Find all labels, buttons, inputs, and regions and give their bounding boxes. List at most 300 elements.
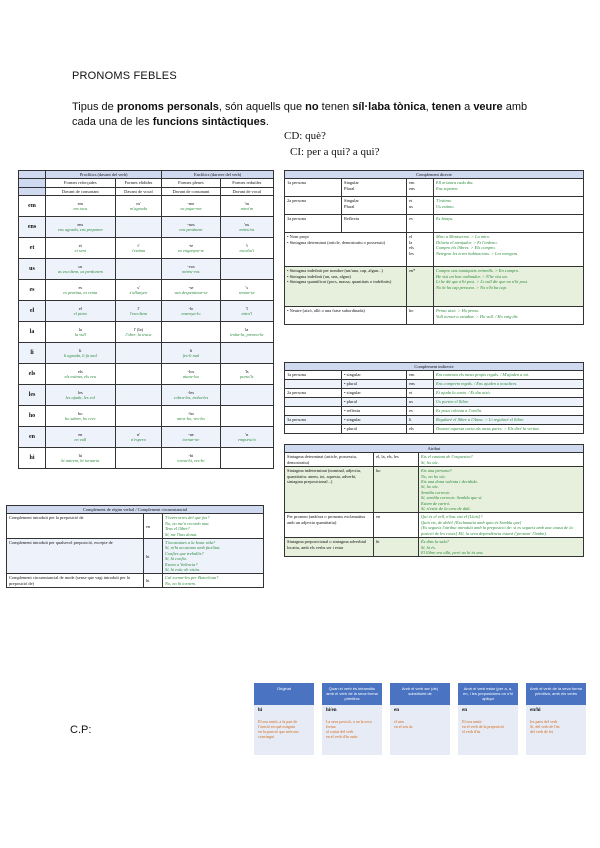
cell-form: 'n <box>245 431 249 437</box>
ci-number: • singular <box>342 371 407 380</box>
cd-example <box>434 197 584 215</box>
atribut-example <box>419 453 584 467</box>
table-cell <box>162 322 220 343</box>
cell-form: li <box>79 347 82 353</box>
table-cell <box>46 217 116 238</box>
cell-form: 's <box>245 284 249 290</box>
table-cell <box>46 364 116 385</box>
cell-form: m' <box>136 200 141 206</box>
cell-form: 'ls <box>244 368 249 374</box>
cell-form: n' <box>136 431 140 437</box>
cell-example: va enganyar-te <box>177 248 205 254</box>
cp-box <box>322 683 382 755</box>
table-row <box>285 267 584 307</box>
pronoun-key: es <box>19 280 46 301</box>
table-cell <box>115 427 162 448</box>
atribut-pronoun: el, la, els, les <box>374 453 419 467</box>
table-cell <box>162 427 220 448</box>
table-cell <box>220 301 273 322</box>
cp-box-body <box>390 705 450 755</box>
cd-example-item: Ell m'ataca cada dia. <box>436 180 474 186</box>
sub-header: Formes elidides <box>115 179 162 187</box>
cp-box-key: en <box>394 708 399 713</box>
table-row <box>19 406 274 427</box>
table-cell <box>220 364 273 385</box>
ci-pronoun: ens <box>407 380 434 389</box>
cp-box-header: Originat <box>254 683 314 705</box>
cell-form: en <box>78 431 83 437</box>
table-cell <box>46 427 116 448</box>
cp-box-line: el nen <box>394 719 404 724</box>
cell-example: l'obre, la truca <box>125 332 152 338</box>
cell-example: ensenya-lo <box>181 311 201 317</box>
cp-box-body <box>322 705 382 755</box>
regim-example-item: Sí, me l'has donat. <box>165 531 198 537</box>
intro-text: , <box>425 101 432 113</box>
cp-box-key: hi/en <box>326 708 337 713</box>
cell-form: el <box>78 305 82 311</box>
intro-bold: no <box>305 101 319 113</box>
empty-header <box>19 187 46 195</box>
atribut-example-item: Sí, n'estic de la cera de dalt. <box>421 506 471 512</box>
table-row <box>285 215 584 233</box>
cp-box <box>458 683 518 755</box>
table-row <box>19 322 274 343</box>
table-cell <box>162 406 220 427</box>
table-row <box>285 453 584 467</box>
table-cell <box>115 280 162 301</box>
cell-example: mireu-vos <box>182 269 200 275</box>
regim-example-item: Confies que treballis? <box>165 550 204 556</box>
table-row <box>285 233 584 267</box>
intro-text: , són aquells que <box>218 101 306 113</box>
table-cell <box>115 385 162 406</box>
cd-example-item: Penso això. > Ho penso. <box>436 308 480 314</box>
table-row <box>285 467 584 513</box>
cd-example-item: Es banya. <box>436 216 454 222</box>
cell-example: ho saben, ho crec <box>64 416 96 422</box>
table-cell <box>46 343 116 364</box>
table-cell <box>46 259 116 280</box>
table-cell <box>46 280 116 301</box>
cell-example: troba-la, preneu-la <box>230 332 264 338</box>
cd-bullet: • Sintagma indefinit (un, uns, algun) <box>287 273 351 279</box>
cell-example: emporta'n <box>237 437 256 443</box>
atribut-example-item: Ets una dona valenta i decidida. <box>421 479 478 485</box>
ci-example: Es posa colònia a l'orella. <box>434 407 584 416</box>
table-cell <box>220 259 273 280</box>
sub-sub-header: Davant de consonant <box>46 187 116 195</box>
regim-example-item: T'acostumes a la bona vida? <box>165 540 216 546</box>
regim-title: Complement de règim verbal / Complement circumstancial <box>7 506 264 514</box>
atribut-example <box>419 538 584 557</box>
ci-pronoun: li <box>407 416 434 425</box>
regim-example-item: T'enrecorres del que fas? <box>165 515 210 521</box>
ci-title: Complement indirecte <box>285 363 584 371</box>
cell-form: les <box>77 389 83 395</box>
cd-example-item: T'estimo. <box>436 198 452 204</box>
ci-example: Us porten el llibre. <box>434 398 584 407</box>
table-row <box>19 364 274 385</box>
cell-form: 'm <box>244 200 249 206</box>
cell-example: rentar-se <box>238 290 255 296</box>
table-row <box>285 513 584 538</box>
table-cell <box>220 280 273 301</box>
cd-pronoun <box>407 215 434 233</box>
table-cell <box>46 196 116 217</box>
atribut-key: Sintagma determinat (article, possessiu, demostratiu) <box>285 453 374 467</box>
cell-form: li <box>189 347 193 353</box>
cell-form: l' <box>137 305 140 311</box>
cp-box-body <box>526 705 586 755</box>
cd-pronoun-item: els <box>409 245 414 251</box>
cell-example: en vull <box>74 437 87 443</box>
cd-example <box>434 179 584 197</box>
cd-pronoun-item: el <box>409 234 413 240</box>
cd-bullets <box>285 233 407 267</box>
cell-form: la <box>245 326 249 332</box>
cell-example: mira'l <box>241 311 253 317</box>
table-row <box>285 389 584 398</box>
enclitics-header: Enclítics (darrere del verb) <box>162 171 274 179</box>
table-cell <box>220 343 273 364</box>
cell-example: escolta't <box>239 248 255 254</box>
ci-person <box>285 380 342 389</box>
cell-form: -nos <box>187 221 195 227</box>
cell-example: tornar-ne <box>182 437 200 443</box>
cd-example-item: Us estimo. <box>436 203 455 209</box>
ci-table-grid <box>284 362 584 434</box>
table-cell <box>220 385 273 406</box>
cp-box-header: Amb el verb estar (per a, a, en, i les preposicions on s'hi apliqui <box>458 683 518 705</box>
cd-example-item: No hi ha cap persona. > No n'hi ha cap. <box>436 284 507 290</box>
atribut-example <box>419 467 584 513</box>
table-cell <box>220 238 273 259</box>
atribut-example-item: El llibre era allà, però no hi és ara. <box>421 549 484 555</box>
intro-bold: síl·laba tònica <box>352 101 426 113</box>
cd-example <box>434 267 584 307</box>
cell-form: -te <box>188 242 194 248</box>
sub-sub-header: Davant de vocal <box>220 187 273 195</box>
ci-number: • plural <box>342 380 407 389</box>
table-cell <box>115 343 162 364</box>
regim-pronoun: hi <box>144 574 163 588</box>
cell-form: -los <box>187 368 195 374</box>
cd-table <box>284 170 584 325</box>
cd-pronoun <box>407 179 434 197</box>
regim-key: Complement circumstancial de mode (sense que vagi introduït per la preposició de) <box>7 574 144 588</box>
ci-number: • reflexiu <box>342 407 407 416</box>
cell-example: torna-hi, ves-hi <box>177 458 205 464</box>
atribut-example-item: No, no ho sóc. <box>421 473 447 479</box>
cell-form: es <box>78 284 83 290</box>
regim-example <box>163 514 264 539</box>
table-cell <box>162 238 220 259</box>
regim-table <box>6 505 264 588</box>
table-row <box>285 307 584 325</box>
cd-example-item: Miro a Montserrat. > La miro. <box>436 234 490 240</box>
intro-text: Tipus de <box>72 101 117 113</box>
regim-key: Complement introduït per qualsevol preposició, excepte de <box>7 539 144 574</box>
intro-bold: tenen <box>431 101 462 113</box>
table-cell <box>115 322 162 343</box>
atribut-example <box>419 513 584 538</box>
ci-person <box>285 425 342 434</box>
cd-pronoun: en* <box>407 267 434 307</box>
cd-number <box>342 179 407 197</box>
cd-example-item: Ens separen. <box>436 185 459 191</box>
table-row <box>19 259 274 280</box>
pronoun-key: en <box>19 427 46 448</box>
cp-box-key: en <box>462 708 467 713</box>
cp-box-key: en/hi <box>530 708 541 713</box>
cell-example: van despentinar-se <box>174 290 208 296</box>
cell-example: fes-li mal <box>182 353 200 359</box>
cell-form: -lo <box>188 305 194 311</box>
table-cell <box>115 364 162 385</box>
cell-form: l' (la) <box>133 326 144 332</box>
regim-pronoun: hi <box>144 539 163 574</box>
cp-box-line: El seu sentit <box>462 719 482 724</box>
regim-example-item: No, no me'n recordo mai. <box>165 520 210 526</box>
ci-pronoun: us <box>407 398 434 407</box>
ci-example: Et ajuda la carta. / Et diu això. <box>434 389 584 398</box>
atribut-example-item: Sí, ho sóc. <box>421 459 440 465</box>
cd-example-item: Compro uns tomàquets vermells. > En compro. <box>436 268 520 274</box>
cd-question: CD: què? <box>284 130 326 142</box>
cd-number-item: Singular <box>344 180 359 186</box>
table-cell <box>46 238 116 259</box>
cd-pronoun-item: em <box>409 180 415 186</box>
cd-pronoun: ho <box>407 307 434 325</box>
atribut-example-item: Sí, ho sóc. <box>421 484 440 490</box>
pronoun-key: em <box>19 196 46 217</box>
intro-bold: funcions sintàctiques <box>152 116 266 128</box>
table-cell <box>220 448 273 469</box>
table-row <box>285 371 584 380</box>
atribut-table <box>284 444 584 557</box>
cell-form: ho <box>78 410 83 416</box>
regim-example <box>163 574 264 588</box>
atribut-pronoun: hi <box>374 538 419 557</box>
cp-box <box>254 683 314 755</box>
cp-label: C.P: <box>70 724 92 736</box>
ci-pronoun: em <box>407 371 434 380</box>
pronoun-key: el <box>19 301 46 322</box>
regim-example-item: Cal tornar-les per Barcelona? <box>165 575 219 581</box>
cell-form: 't <box>245 242 248 248</box>
cell-example: va pujar-me <box>180 206 202 212</box>
cell-example: el pinto <box>73 311 87 317</box>
main-table <box>18 170 274 469</box>
cp-box-line: en el seu ús <box>394 724 413 729</box>
cell-form: us <box>78 263 83 269</box>
cd-example <box>434 233 584 267</box>
cd-pronoun-item: les <box>409 250 414 256</box>
sub-header: Formes plenes <box>162 179 220 187</box>
table-row <box>19 343 274 364</box>
sub-header: Formes reforçades <box>46 179 116 187</box>
intro-bold: pronoms personals <box>116 101 219 113</box>
cp-box-line: Sí, del verb de l'ús <box>530 724 560 729</box>
cell-example: ens agrada, ens preparen <box>58 227 103 233</box>
cd-person: 2a persona <box>285 197 342 215</box>
table-cell <box>162 448 220 469</box>
cell-example: ens pentinem <box>179 227 203 233</box>
cd-person: 3a persona <box>285 215 342 233</box>
cell-example: hi anirem, hi tornaria <box>61 458 100 464</box>
cell-example: es pentina, es renta <box>63 290 98 296</box>
cd-pronoun <box>407 233 434 267</box>
table-cell <box>46 385 116 406</box>
regim-example-item: Sí, m'hi acostumo amb facilitat. <box>165 545 221 551</box>
cd-number-item: Plural <box>344 203 355 209</box>
cell-form: et <box>78 242 82 248</box>
ci-example: Donaré aquesta carta als meus pares. > Els diré la veritat. <box>434 425 584 434</box>
sub-sub-header: Davant de vocal <box>115 187 162 195</box>
atribut-example-item: Sí, sembla correcte. Sembla que sí. <box>421 495 483 501</box>
cp-box-header: Amb el verb ser (de) substituint de <box>390 683 450 705</box>
cd-table-grid <box>284 170 584 325</box>
table-row <box>19 196 274 217</box>
cell-example: em toca <box>73 206 88 212</box>
cp-box <box>390 683 450 755</box>
cell-form: s' <box>137 284 140 290</box>
table-cell <box>162 301 220 322</box>
cp-box-key: hi <box>258 708 263 713</box>
atribut-example-item: Estem de cartró. <box>421 500 451 506</box>
cd-bullets: • Neutre (això, allò o una frase subordinada) <box>285 307 407 325</box>
cell-example: l'escoltem <box>129 311 148 317</box>
cp-box-line: en el verb de la preposició <box>462 724 505 729</box>
pronoun-key: la <box>19 322 46 343</box>
table-row <box>19 217 274 238</box>
ci-person: 1a persona <box>285 371 342 380</box>
cell-example: us escoltem, us perdonem <box>57 269 103 275</box>
cd-bullet: • Sintagma determinat (article, demostratiu o possessiu) <box>287 239 385 245</box>
cell-form: -se <box>188 284 194 290</box>
ci-pronoun: els <box>407 425 434 434</box>
ci-number: • singular <box>342 389 407 398</box>
table-cell <box>220 406 273 427</box>
table-cell <box>162 364 220 385</box>
intro-text: a <box>461 101 474 113</box>
intro-bold: veure <box>473 101 503 113</box>
proclitics-header: Proclítics (davant del verb) <box>46 171 162 179</box>
table-cell <box>115 448 162 469</box>
regim-example-item: Sí, hi estic de visita. <box>165 567 201 573</box>
table-row <box>285 425 584 434</box>
cell-form: ens <box>77 221 84 227</box>
cell-example: cobra-les, troba-les <box>173 395 209 401</box>
regim-example-item: Sí, hi confio. <box>165 556 188 562</box>
atribut-example-item: És dins la sala? <box>421 539 449 545</box>
ci-pronoun: es <box>407 407 434 416</box>
cell-example: m'agrada <box>130 206 147 212</box>
cell-form: em <box>77 200 83 206</box>
atribut-key: Sintagma indeterminat (nominal, adjectiu, quantitatiu: anem, tot, aquesta, adverbi, sintagma preposicional...) <box>285 467 374 513</box>
cell-form: -hi <box>188 452 194 458</box>
table-row <box>285 179 584 197</box>
cp-box-line: les parts del verb <box>530 719 558 724</box>
cp-box <box>526 683 586 755</box>
atribut-example-item: Ets el cantant de l'orquestra? <box>421 454 473 460</box>
cd-example <box>434 307 584 325</box>
regim-key: Complement introduït per la preposició de <box>7 514 144 539</box>
cd-pronoun-item: la <box>409 239 413 245</box>
cell-form: 'l <box>245 305 248 311</box>
cd-number <box>342 215 407 233</box>
cp-box-body <box>458 705 518 755</box>
pronoun-key: us <box>19 259 46 280</box>
table-cell <box>162 259 220 280</box>
table-row <box>19 280 274 301</box>
cell-form: -ne <box>188 431 194 437</box>
atribut-key: Per pronom (anàfora o pronoms exclamatius amb un adjectiu quantitatiu) <box>285 513 374 538</box>
cp-box-line: al costat del verb <box>326 729 354 734</box>
cd-example-item: Li he dit que n'hi posi. > Li vull dir que no n'hi posi. <box>436 279 529 285</box>
sub-header: Formes reduïdes <box>220 179 273 187</box>
table-cell <box>220 322 273 343</box>
table-cell <box>46 301 116 322</box>
cd-pronoun <box>407 197 434 215</box>
regim-example-item: Estem a València? <box>165 561 198 567</box>
cd-bullet: • Sintagma indefinit per nombre (un/una, cap, algun...) <box>287 268 383 274</box>
atribut-pronoun: ho <box>374 467 419 513</box>
intro-text: tenen <box>318 101 353 113</box>
table-cell <box>115 238 162 259</box>
cell-form: -vos <box>187 263 195 269</box>
cell-form: t' <box>137 242 140 248</box>
ci-person <box>285 398 342 407</box>
table-row <box>19 427 274 448</box>
table-row <box>19 238 274 259</box>
ci-number: • plural <box>342 398 407 407</box>
ci-person: 2a persona <box>285 389 342 398</box>
empty-header <box>19 171 46 179</box>
cell-example: mireu'ns <box>239 227 255 233</box>
cd-pronoun-item: es <box>409 216 413 222</box>
cell-form: -ho <box>188 410 194 416</box>
cell-example: mira-ho, ves-ho <box>177 416 205 422</box>
cell-example: et sent <box>74 248 86 254</box>
ci-pronoun: et <box>407 389 434 398</box>
cp-box-header: Amb el verb de la seva forma primitiva, amb els verbs <box>526 683 586 705</box>
table-cell <box>115 217 162 238</box>
cp-box-line: en el verb d'ús antic <box>326 734 358 739</box>
atribut-key: Sintagma preposicional o sintagma adverbial locatiu, amb els verbs ser i estar <box>285 538 374 557</box>
cell-form: els <box>77 368 83 374</box>
table-row <box>285 398 584 407</box>
cp-box-line: del verb de fet <box>530 729 553 734</box>
cell-example: els estima, els veu <box>64 374 97 380</box>
atribut-example-item: Qui és el vell, n'has vist el [Lluís]? <box>421 514 483 520</box>
cell-form: 'ns <box>244 221 250 227</box>
cd-example-item: Compro els llibres. > Els compro. <box>436 245 496 251</box>
cell-example: atura-los <box>182 374 199 380</box>
cd-pronoun-item: et <box>409 198 413 204</box>
cell-example: la vull <box>74 332 86 338</box>
table-row <box>285 407 584 416</box>
cd-pronoun-item: ens <box>409 185 415 191</box>
cell-example: t'estima <box>131 248 146 254</box>
table-row <box>7 514 264 539</box>
regim-table-grid <box>6 505 264 588</box>
intro-paragraph <box>72 100 542 130</box>
cp-box-line: La seva posició, o en la seva forma <box>326 719 372 729</box>
cd-number-item: Singular <box>344 198 359 204</box>
table-row <box>285 416 584 425</box>
